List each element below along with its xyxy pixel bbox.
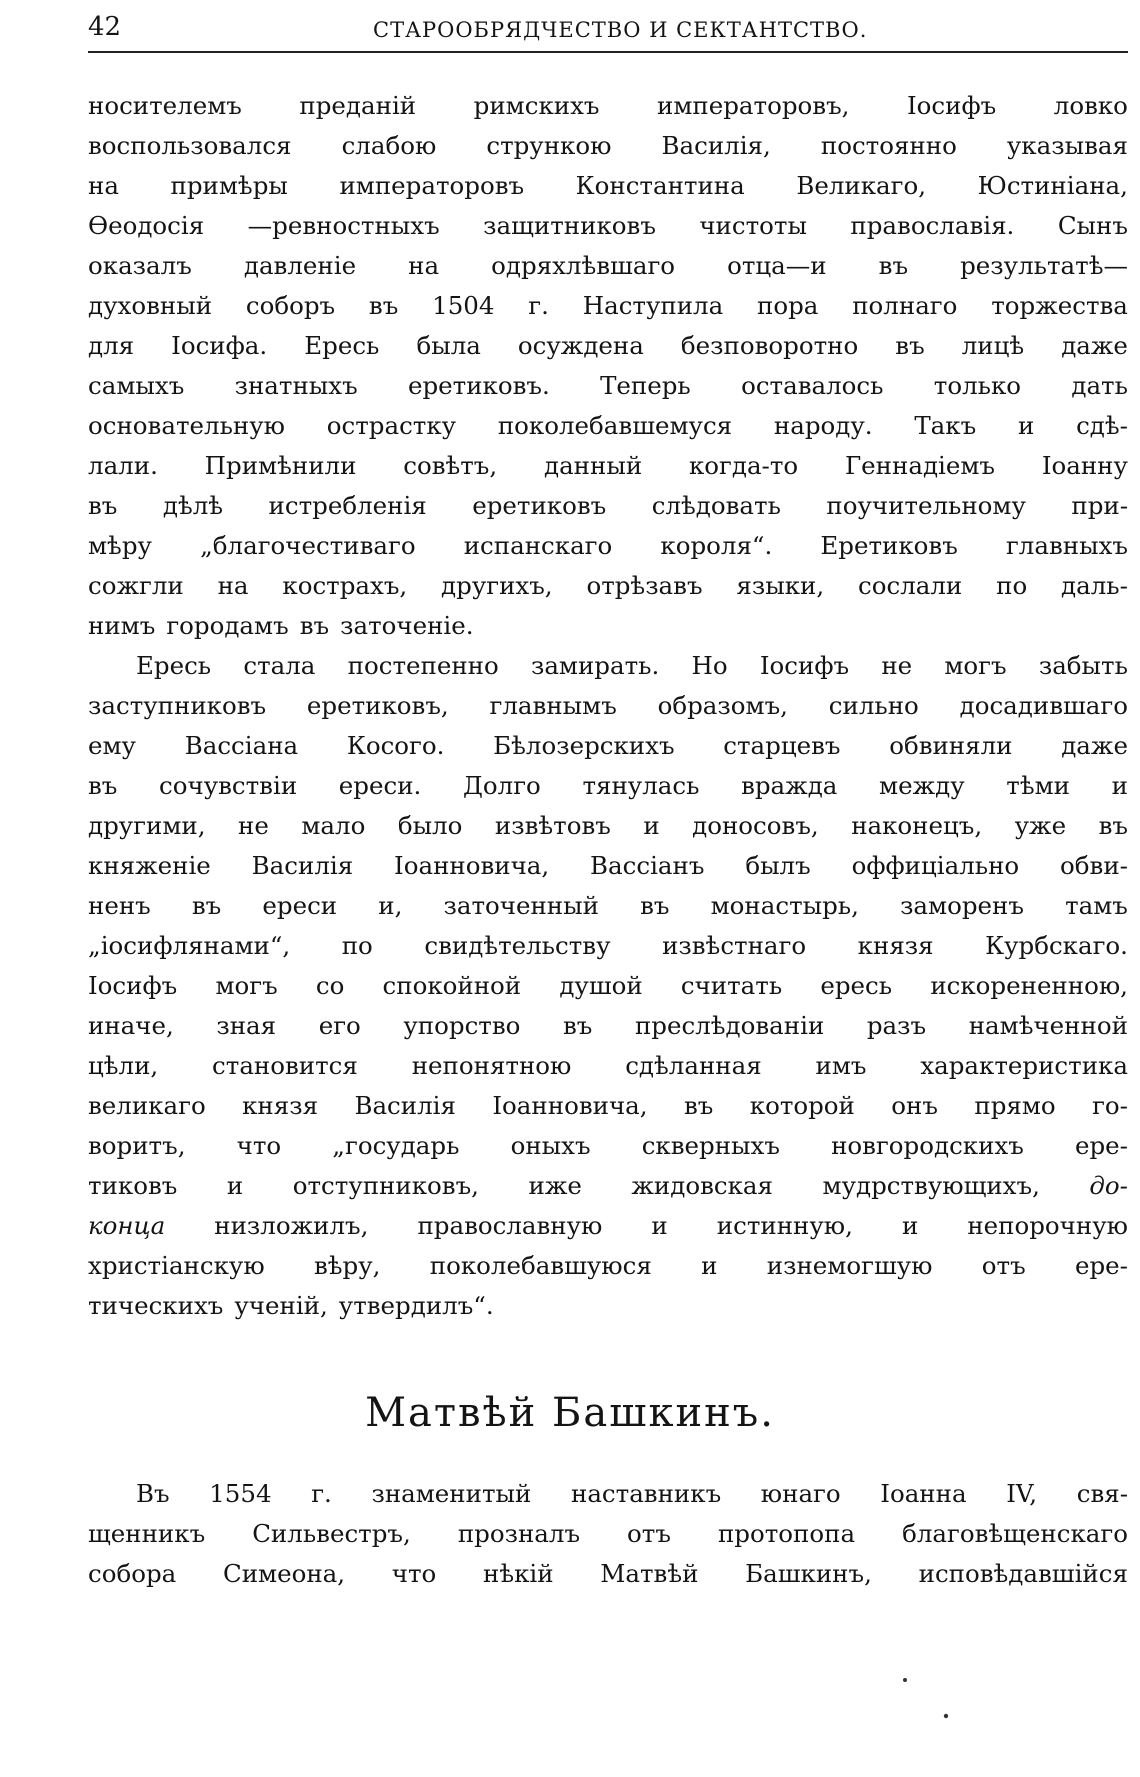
body-line: носителемъ преданій римскихъ императоровъ, Іосифъ ловко — [88, 91, 1128, 120]
body-text — [88, 86, 1128, 1326]
body2-line: Въ 1554 г. знаменитый наставникъ юнаго Іоанна IV, свя- — [136, 1479, 1128, 1508]
body-line: оказалъ давленіе на одряхлѣвшаго отца—и въ результатѣ— — [88, 251, 1128, 280]
body-line: княженіе Василія Іоанновича, Вассіанъ былъ оффиціально обви- — [88, 851, 1128, 880]
body-line: лали. Примѣнили совѣтъ, данный когда-то Геннадіемъ Іоанну — [88, 451, 1128, 480]
body-line: Ересь стала постепенно замирать. Но Іосифъ не могъ забыть — [136, 651, 1128, 680]
running-title: СТАРООБРЯДЧЕСТВО И СЕКТАНТСТВО. — [373, 18, 868, 42]
body-line: воритъ, что „государь оныхъ скверныхъ новгородскихъ ере- — [88, 1131, 1128, 1160]
body-line: тиковъ и отступниковъ, иже жидовская мудрствующихъ, до- — [88, 1171, 1128, 1200]
body-line: „іосифлянами“, по свидѣтельству извѣстнаго князя Курбскаго. — [88, 931, 1128, 960]
body2-line: собора Симеона, что нѣкій Матвѣй Башкинъ, исповѣдавшійся — [88, 1559, 1128, 1588]
body-line: сожгли на кострахъ, другихъ, отрѣзавъ языки, сослали по даль- — [88, 571, 1128, 600]
body-line: другими, не мало было извѣтовъ и доносовъ, наконецъ, уже въ — [88, 811, 1128, 840]
body-line: ненъ въ ереси и, заточенный въ монастырь, заморенъ тамъ — [88, 891, 1128, 920]
body-line: тическихъ ученій, утвердилъ“. — [88, 1291, 494, 1320]
body-line: конца низложилъ, православную и истинную, и непорочную — [88, 1211, 1128, 1240]
section-body-text — [88, 1474, 1128, 1594]
body-line: ему Вассіана Косого. Бѣлозерскихъ старцевъ обвиняли даже — [88, 731, 1128, 760]
page-number: 42 — [88, 12, 122, 42]
running-head — [88, 8, 1128, 48]
body-line: для Іосифа. Ересь была осуждена безповоротно въ лицѣ даже — [88, 331, 1128, 360]
body-line: духовный соборъ въ 1504 г. Наступила пора полнаго торжества — [88, 291, 1128, 320]
section-title: Матвѣй Башкинъ. — [365, 1390, 775, 1436]
body-line: самыхъ знатныхъ еретиковъ. Теперь оставалось только дать — [88, 371, 1128, 400]
header-rule — [88, 51, 1128, 53]
body-line: въ сочувствіи ереси. Долго тянулась вражда между тѣми и — [88, 771, 1128, 800]
body-line: христіанскую вѣру, поколебавшуюся и изнемогшую отъ ере- — [88, 1251, 1128, 1280]
body-line: въ дѣлѣ истребленія еретиковъ слѣдовать поучительному при- — [88, 491, 1128, 520]
body-line: иначе, зная его упорство въ преслѣдованіи разъ намѣченной — [88, 1011, 1128, 1040]
body-line: воспользовался слабою стрункою Василія, постоянно указывая — [88, 131, 1128, 160]
body-line: нимъ городамъ въ заточеніе. — [88, 611, 474, 640]
body-line: основательную острастку поколебавшемуся народу. Такъ и сдѣ- — [88, 411, 1128, 440]
body-line: на примѣры императоровъ Константина Великаго, Юстиніана, — [88, 171, 1128, 200]
body-line: заступниковъ еретиковъ, главнымъ образомъ, сильно досадившаго — [88, 691, 1128, 720]
body-line: мѣру „благочестиваго испанскаго короля“. Еретиковъ главныхъ — [88, 531, 1128, 560]
body-line: Өеодосія —ревностныхъ защитниковъ чистоты православія. Сынъ — [88, 211, 1128, 240]
body-line: великаго князя Василія Іоанновича, въ которой онъ прямо го- — [88, 1091, 1128, 1120]
body-line: Іосифъ могъ со спокойной душой считать ересь искорененною, — [88, 971, 1128, 1000]
body2-line: щенникъ Сильвестръ, прозналъ отъ протопопа благовѣщенскаго — [88, 1519, 1128, 1548]
body-line: цѣли, становится непонятною сдѣланная имъ характеристика — [88, 1051, 1128, 1080]
